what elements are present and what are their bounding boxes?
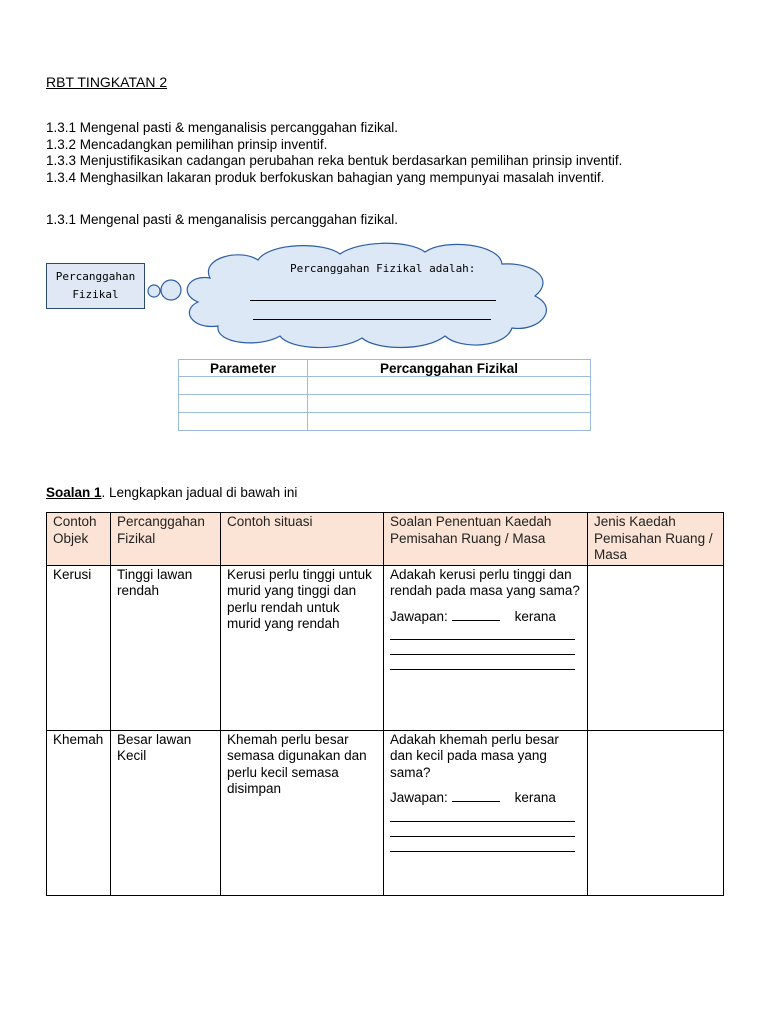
table-header-row [47, 513, 724, 566]
table-row [179, 395, 591, 413]
table-cell[interactable] [308, 413, 591, 431]
table-cell[interactable] [179, 413, 308, 431]
answer-line [250, 292, 496, 301]
concept-box [46, 263, 145, 309]
section-title: 1.3.1 Mengenal pasti & menganalisis percanggahan fizikal. [46, 212, 398, 227]
answer-line[interactable] [390, 640, 575, 655]
answer-line [253, 311, 491, 320]
table-row [179, 413, 591, 431]
header-cell: Soalan Penentuan Kaedah Pemisahan Ruang / Masa [384, 513, 588, 566]
objective-item: 1.3.3 Menjustifikasikan cadangan perubahan reka bentuk berdasarkan pemilihan prinsip inventif. [46, 153, 623, 168]
answer-row [390, 789, 581, 807]
situation-cell: Kerusi perlu tinggi untuk murid yang tinggi dan perlu rendah untuk murid yang rendah [221, 565, 384, 730]
parameter-header: Parameter [179, 360, 308, 377]
objective-item: 1.3.4 Menghasilkan lakaran produk berfokuskan bahagian yang mempunyai masalah inventif. [46, 169, 605, 185]
question-text: Adakah khemah perlu besar dan kecil pada masa yang sama? [390, 731, 559, 780]
table-row [179, 377, 591, 395]
because-label: kerana [514, 790, 556, 805]
question-text: . Lengkapkan jadual di bawah ini [101, 485, 298, 500]
answer-blank[interactable] [452, 608, 500, 621]
header-cell: Jenis Kaedah Pemisahan Ruang / Masa [588, 513, 724, 566]
objective-item: 1.3.1 Mengenal pasti & menganalisis percanggahan fizikal. [46, 120, 398, 135]
because-label: kerana [514, 608, 556, 624]
document-heading: RBT TINGKATAN 2 [46, 74, 168, 90]
concept-box-line2: Fizikal [72, 288, 119, 301]
object-cell: Kerusi [47, 565, 111, 730]
table-cell[interactable] [308, 395, 591, 413]
answer-blank[interactable] [452, 789, 500, 802]
table-cell[interactable] [179, 395, 308, 413]
concept-box-line1: Percanggahan [55, 270, 136, 283]
answer-row [390, 608, 581, 626]
question-instruction [46, 485, 297, 501]
answer-line[interactable] [390, 625, 575, 640]
question-label: Soalan 1 [46, 485, 102, 500]
table-cell[interactable] [308, 377, 591, 395]
cloud-title: Percanggahan Fizikal adalah: [290, 262, 476, 275]
conflict-header: Percanggahan Fizikal [308, 360, 591, 377]
answer-line[interactable] [390, 822, 575, 837]
table-header-row [179, 360, 591, 377]
header-cell: Contoh Objek [47, 513, 111, 566]
answer-line[interactable] [390, 655, 575, 670]
question-cell [384, 565, 588, 730]
table-row [47, 565, 724, 730]
answer-label: Jawapan: [390, 608, 448, 624]
conflict-cell: Tinggi lawan rendah [111, 565, 221, 730]
parameter-table [178, 359, 591, 431]
answer-label: Jawapan: [390, 790, 448, 805]
question-table [46, 512, 724, 896]
answer-line[interactable] [390, 807, 575, 822]
object-cell: Khemah [47, 730, 111, 895]
question-cell [384, 730, 588, 895]
objective-item: 1.3.2 Mencadangkan pemilihan prinsip inventif. [46, 136, 328, 152]
method-cell[interactable] [588, 730, 724, 895]
conflict-cell: Besar lawan Kecil [111, 730, 221, 895]
question-text: Adakah kerusi perlu tinggi dan rendah pada masa yang sama? [390, 566, 580, 598]
header-cell: Percanggahan Fizikal [111, 513, 221, 566]
answer-line[interactable] [390, 837, 575, 852]
table-row [47, 730, 724, 895]
header-cell: Contoh situasi [221, 513, 384, 566]
situation-cell: Khemah perlu besar semasa digunakan dan perlu kecil semasa disimpan [221, 730, 384, 895]
method-cell[interactable] [588, 565, 724, 730]
objectives-list [46, 120, 622, 186]
table-cell[interactable] [179, 377, 308, 395]
